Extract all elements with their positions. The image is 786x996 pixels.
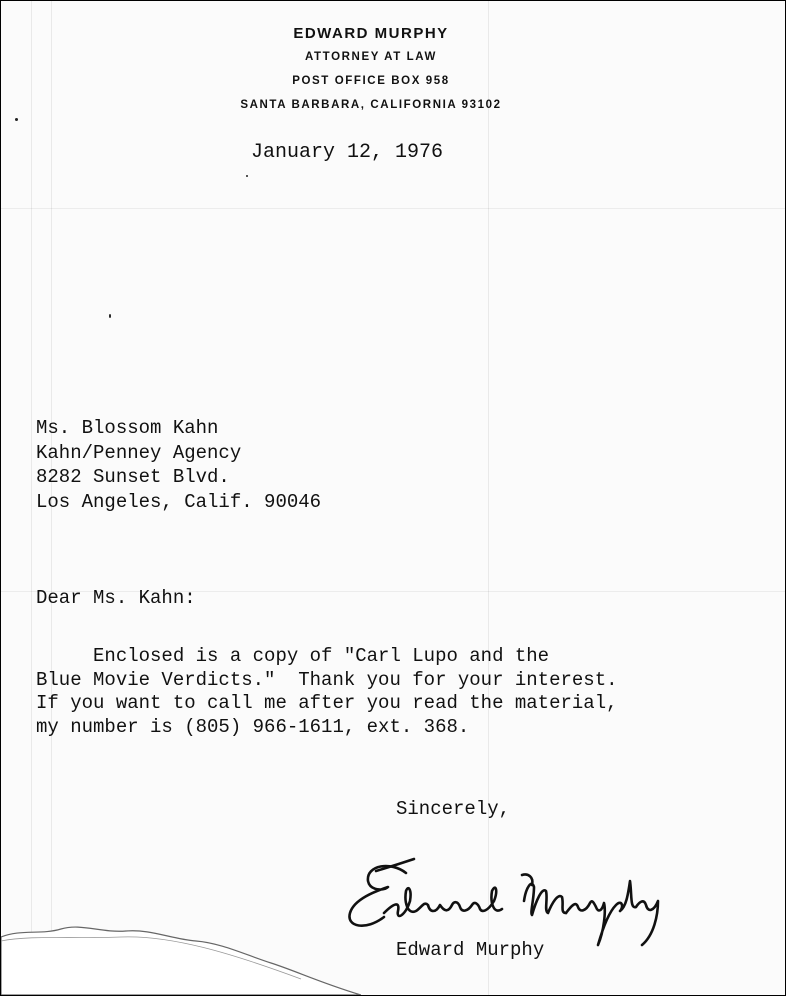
recipient-line: Kahn/Penney Agency [36,441,242,464]
salutation: Dear Ms. Kahn: [36,587,196,609]
paper-speck [109,314,111,318]
paper-crease [488,1,489,995]
recipient-address [36,416,321,514]
paper-speck [15,118,18,121]
paper-crease [31,1,32,995]
body-line: Blue Movie Verdicts." Thank you for your interest. [36,668,618,691]
handwritten-signature [336,851,676,951]
letterhead-title: ATTORNEY AT LAW [305,51,437,63]
body-line: If you want to call me after you read the material, [36,692,618,714]
body-line: my number is (805) 966-1611, ext. 368. [36,715,470,738]
letterhead [211,23,531,117]
body-line: Enclosed is a copy of "Carl Lupo and the [36,645,550,667]
torn-paper-edge [1,905,361,995]
letter-body [36,645,618,739]
letter-date: January 12, 1976 [251,141,444,164]
paper-speck [246,175,248,177]
letterhead-address: POST OFFICE BOX 958 [292,75,450,87]
letterhead-name: EDWARD MURPHY [293,25,449,42]
recipient-line: 8282 Sunset Blvd. [36,466,230,488]
closing: Sincerely, [396,798,511,820]
paper-fold-line [1,208,785,209]
recipient-line: Ms. Blossom Kahn [36,417,219,439]
typed-signature-name: Edward Murphy [396,939,545,961]
recipient-line: Los Angeles, Calif. 90046 [36,490,322,513]
letterhead-city: SANTA BARBARA, CALIFORNIA 93102 [240,99,502,111]
